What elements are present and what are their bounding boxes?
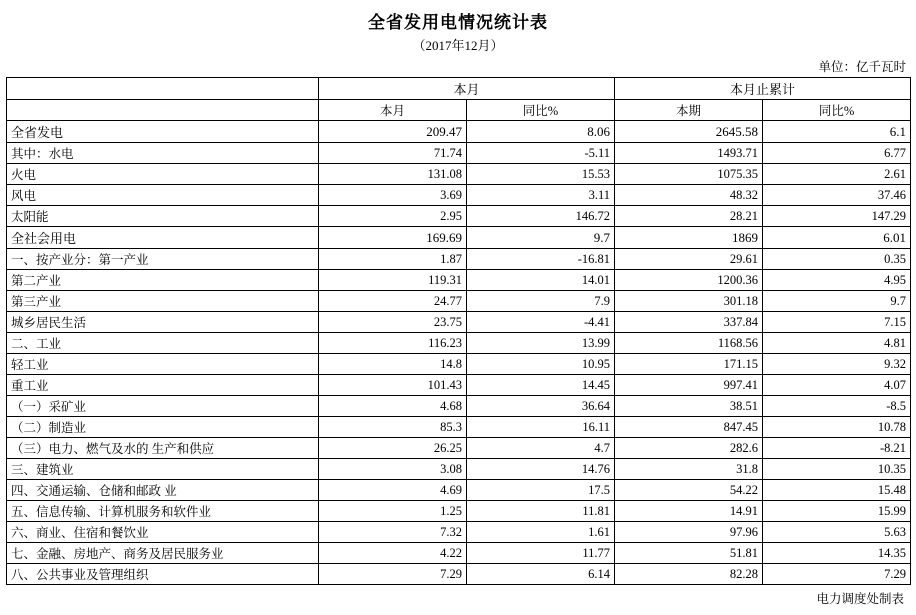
row-value-1: 169.69 bbox=[319, 227, 467, 249]
row-label: 一、按产业分：第一产业 bbox=[7, 249, 319, 270]
row-value-2: 16.11 bbox=[467, 417, 615, 438]
statistics-report-page bbox=[0, 8, 916, 615]
row-value-4: 10.78 bbox=[763, 417, 911, 438]
row-label: 七、金融、房地产、商务及居民服务业 bbox=[7, 543, 319, 564]
row-value-3: 48.32 bbox=[615, 185, 763, 206]
row-value-4: 10.35 bbox=[763, 459, 911, 480]
row-value-2: 3.11 bbox=[467, 185, 615, 206]
table-row bbox=[7, 564, 911, 585]
table-row bbox=[7, 249, 911, 270]
row-value-1: 1.87 bbox=[319, 249, 467, 270]
power-statistics-table bbox=[6, 77, 911, 585]
row-value-3: 82.28 bbox=[615, 564, 763, 585]
table-row bbox=[7, 270, 911, 291]
row-value-1: 119.31 bbox=[319, 270, 467, 291]
row-value-1: 24.77 bbox=[319, 291, 467, 312]
header-current-month-value: 本月 bbox=[319, 100, 467, 121]
row-value-1: 209.47 bbox=[319, 121, 467, 143]
row-value-1: 26.25 bbox=[319, 438, 467, 459]
row-value-2: 14.45 bbox=[467, 375, 615, 396]
row-value-1: 71.74 bbox=[319, 143, 467, 164]
row-value-2: 8.06 bbox=[467, 121, 615, 143]
row-value-4: 14.35 bbox=[763, 543, 911, 564]
page-title: 全省发用电情况统计表 bbox=[368, 13, 548, 32]
row-value-4: 0.35 bbox=[763, 249, 911, 270]
row-value-1: 3.08 bbox=[319, 459, 467, 480]
row-label: 六、商业、住宿和餐饮业 bbox=[7, 522, 319, 543]
header-group-cumulative: 本月止累计 bbox=[615, 78, 911, 100]
header-cumulative-value: 本期 bbox=[615, 100, 763, 121]
row-value-4: 6.77 bbox=[763, 143, 911, 164]
row-label: 第三产业 bbox=[7, 291, 319, 312]
row-label: 全省发电 bbox=[7, 121, 319, 143]
row-value-1: 23.75 bbox=[319, 312, 467, 333]
row-value-2: 15.53 bbox=[467, 164, 615, 185]
row-value-3: 1200.36 bbox=[615, 270, 763, 291]
row-label: 四、交通运输、仓储和邮政 业 bbox=[7, 480, 319, 501]
row-value-4: 5.63 bbox=[763, 522, 911, 543]
table-row bbox=[7, 480, 911, 501]
header-current-month-yoy: 同比% bbox=[467, 100, 615, 121]
row-value-4: 147.29 bbox=[763, 206, 911, 227]
row-value-1: 85.3 bbox=[319, 417, 467, 438]
table-row bbox=[7, 501, 911, 522]
row-value-1: 116.23 bbox=[319, 333, 467, 354]
table-header bbox=[7, 78, 911, 121]
row-value-1: 2.95 bbox=[319, 206, 467, 227]
row-label: 火电 bbox=[7, 164, 319, 185]
report-period: （2017年12月） bbox=[412, 38, 504, 53]
row-value-1: 7.29 bbox=[319, 564, 467, 585]
header-group-current-month: 本月 bbox=[319, 78, 615, 100]
row-value-1: 1.25 bbox=[319, 501, 467, 522]
row-value-3: 54.22 bbox=[615, 480, 763, 501]
row-value-2: 9.7 bbox=[467, 227, 615, 249]
row-value-2: -16.81 bbox=[467, 249, 615, 270]
row-label: 重工业 bbox=[7, 375, 319, 396]
table-row bbox=[7, 312, 911, 333]
row-label: 五、信息传输、计算机服务和软件业 bbox=[7, 501, 319, 522]
row-value-4: 2.61 bbox=[763, 164, 911, 185]
table-row bbox=[7, 438, 911, 459]
row-value-3: 171.15 bbox=[615, 354, 763, 375]
table-row bbox=[7, 227, 911, 249]
row-label: 太阳能 bbox=[7, 206, 319, 227]
row-value-3: 38.51 bbox=[615, 396, 763, 417]
row-value-3: 2645.58 bbox=[615, 121, 763, 143]
row-value-3: 282.6 bbox=[615, 438, 763, 459]
header-category bbox=[7, 100, 319, 121]
row-value-2: 10.95 bbox=[467, 354, 615, 375]
row-value-1: 4.69 bbox=[319, 480, 467, 501]
row-value-3: 28.21 bbox=[615, 206, 763, 227]
row-value-3: 1869 bbox=[615, 227, 763, 249]
row-label: 二、工业 bbox=[7, 333, 319, 354]
row-value-4: 37.46 bbox=[763, 185, 911, 206]
row-value-3: 997.41 bbox=[615, 375, 763, 396]
table-row bbox=[7, 206, 911, 227]
row-label: （一）采矿业 bbox=[7, 396, 319, 417]
table-row bbox=[7, 185, 911, 206]
table-row bbox=[7, 121, 911, 143]
row-value-2: 17.5 bbox=[467, 480, 615, 501]
unit-label: 单位：亿千瓦时 bbox=[818, 60, 906, 74]
table-row bbox=[7, 522, 911, 543]
row-value-3: 337.84 bbox=[615, 312, 763, 333]
row-label: 轻工业 bbox=[7, 354, 319, 375]
row-label: （三）电力、燃气及水的 生产和供应 bbox=[7, 438, 319, 459]
table-row bbox=[7, 333, 911, 354]
row-value-1: 14.8 bbox=[319, 354, 467, 375]
row-value-2: 1.61 bbox=[467, 522, 615, 543]
row-value-4: 9.7 bbox=[763, 291, 911, 312]
row-value-4: -8.21 bbox=[763, 438, 911, 459]
row-value-2: 14.01 bbox=[467, 270, 615, 291]
table-row bbox=[7, 459, 911, 480]
row-value-3: 1493.71 bbox=[615, 143, 763, 164]
header-blank-corner bbox=[7, 78, 319, 100]
row-value-2: 146.72 bbox=[467, 206, 615, 227]
table-row bbox=[7, 291, 911, 312]
row-value-4: 9.32 bbox=[763, 354, 911, 375]
table-row bbox=[7, 396, 911, 417]
row-value-2: 7.9 bbox=[467, 291, 615, 312]
table-row bbox=[7, 164, 911, 185]
row-value-2: 11.77 bbox=[467, 543, 615, 564]
row-value-1: 7.32 bbox=[319, 522, 467, 543]
row-value-4: 15.99 bbox=[763, 501, 911, 522]
table-body bbox=[7, 121, 911, 585]
row-value-4: -8.5 bbox=[763, 396, 911, 417]
row-value-2: -5.11 bbox=[467, 143, 615, 164]
table-row bbox=[7, 354, 911, 375]
row-value-3: 97.96 bbox=[615, 522, 763, 543]
row-value-4: 15.48 bbox=[763, 480, 911, 501]
row-value-2: 14.76 bbox=[467, 459, 615, 480]
row-value-4: 7.15 bbox=[763, 312, 911, 333]
row-value-3: 51.81 bbox=[615, 543, 763, 564]
row-value-1: 101.43 bbox=[319, 375, 467, 396]
row-value-4: 6.1 bbox=[763, 121, 911, 143]
row-value-3: 14.91 bbox=[615, 501, 763, 522]
row-label: 第二产业 bbox=[7, 270, 319, 291]
row-label: （二）制造业 bbox=[7, 417, 319, 438]
row-value-3: 31.8 bbox=[615, 459, 763, 480]
row-value-3: 301.18 bbox=[615, 291, 763, 312]
footer-note: 电力调度处制表 bbox=[816, 592, 904, 606]
row-value-4: 4.07 bbox=[763, 375, 911, 396]
row-value-2: 11.81 bbox=[467, 501, 615, 522]
row-label: 其中：水电 bbox=[7, 143, 319, 164]
row-value-2: 36.64 bbox=[467, 396, 615, 417]
row-value-2: -4.41 bbox=[467, 312, 615, 333]
row-value-4: 4.81 bbox=[763, 333, 911, 354]
row-value-1: 131.08 bbox=[319, 164, 467, 185]
row-value-4: 4.95 bbox=[763, 270, 911, 291]
row-label: 城乡居民生活 bbox=[7, 312, 319, 333]
table-row bbox=[7, 375, 911, 396]
row-value-4: 6.01 bbox=[763, 227, 911, 249]
row-value-1: 4.68 bbox=[319, 396, 467, 417]
row-value-4: 7.29 bbox=[763, 564, 911, 585]
row-value-2: 6.14 bbox=[467, 564, 615, 585]
table-row bbox=[7, 417, 911, 438]
row-value-3: 1075.35 bbox=[615, 164, 763, 185]
row-value-3: 847.45 bbox=[615, 417, 763, 438]
table-sub-header-row bbox=[7, 100, 911, 121]
row-value-3: 1168.56 bbox=[615, 333, 763, 354]
table-group-header-row bbox=[7, 78, 911, 100]
row-label: 全社会用电 bbox=[7, 227, 319, 249]
row-value-3: 29.61 bbox=[615, 249, 763, 270]
row-label: 八、公共事业及管理组织 bbox=[7, 564, 319, 585]
row-value-2: 4.7 bbox=[467, 438, 615, 459]
row-label: 风电 bbox=[7, 185, 319, 206]
row-label: 三、建筑业 bbox=[7, 459, 319, 480]
table-row bbox=[7, 143, 911, 164]
row-value-1: 3.69 bbox=[319, 185, 467, 206]
table-row bbox=[7, 543, 911, 564]
row-value-1: 4.22 bbox=[319, 543, 467, 564]
row-value-2: 13.99 bbox=[467, 333, 615, 354]
header-cumulative-yoy: 同比% bbox=[763, 100, 911, 121]
